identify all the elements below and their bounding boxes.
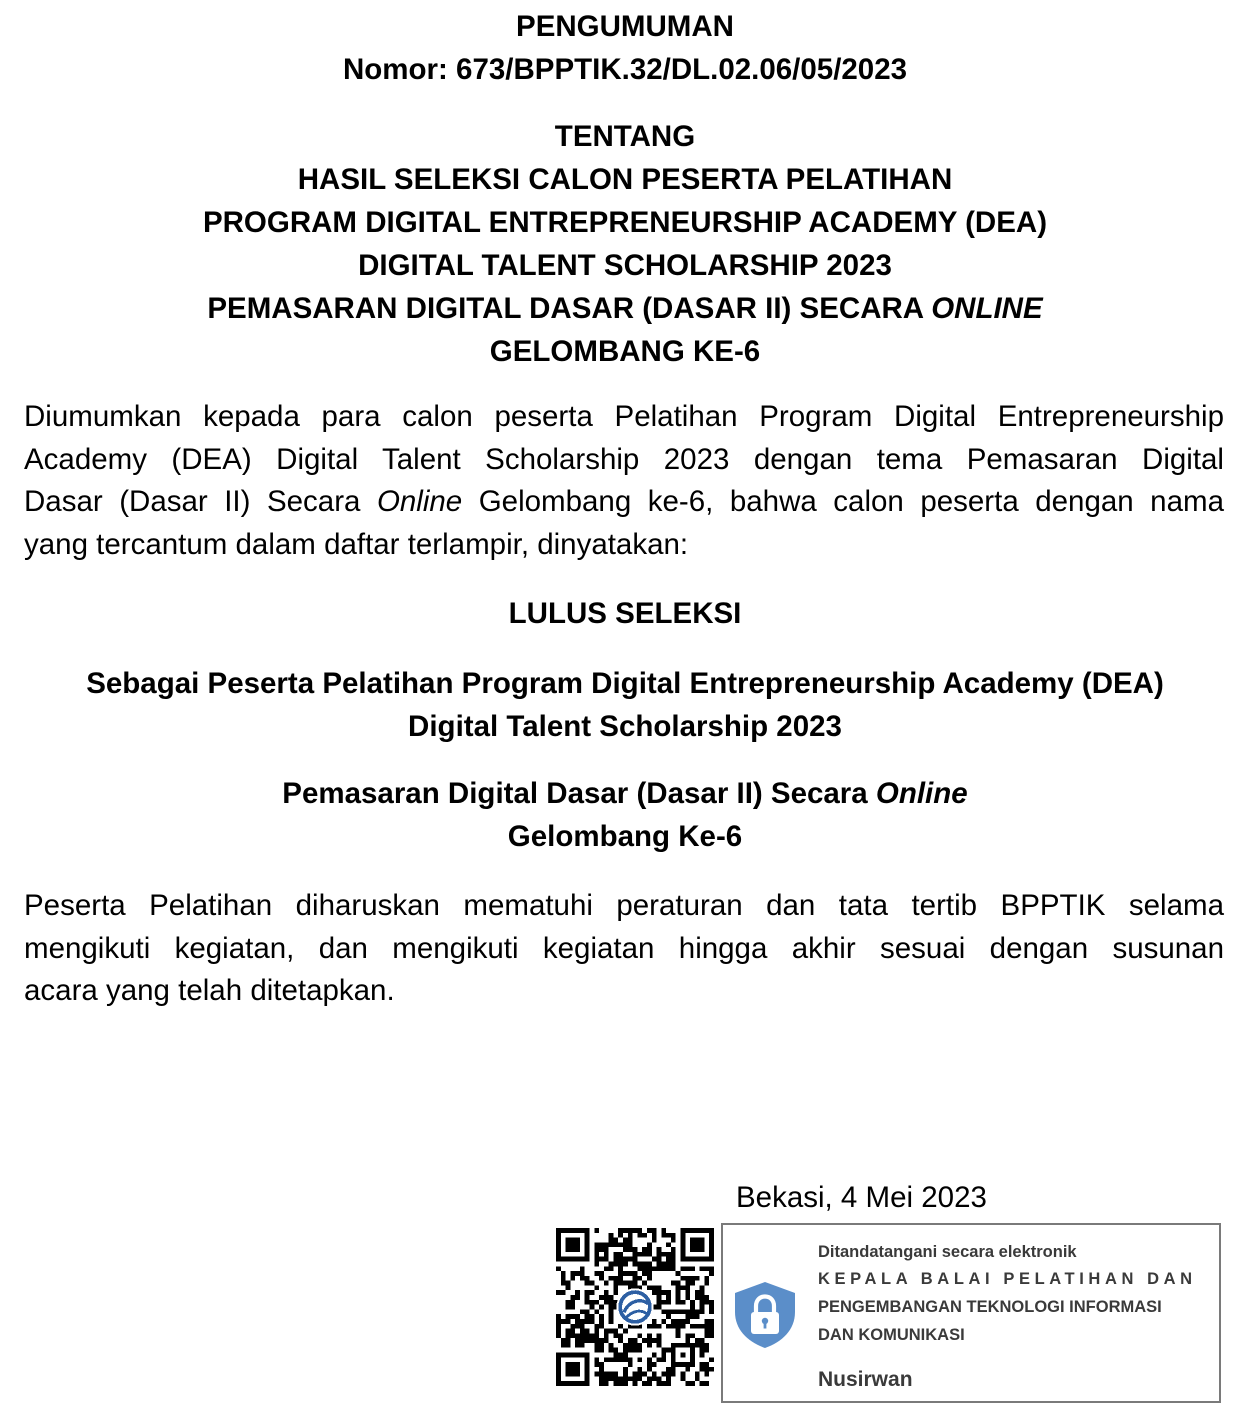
intro-line-1: Diumumkan kepada para calon peserta Pelatihan Program Digital Entrepreneurship (24, 400, 1224, 433)
result-theme-italic: Online (875, 777, 968, 810)
signature-text (818, 1239, 1218, 1349)
result-theme-text: Pemasaran Digital Dasar (Dasar II) Secara (282, 777, 876, 810)
electronic-signature-box (721, 1223, 1221, 1403)
result-program-line-2: Digital Talent Scholarship 2023 (408, 710, 842, 743)
signed-note: Ditandatangani secara elektronik (818, 1243, 1077, 1261)
announcement-title: PENGUMUMAN (516, 10, 734, 43)
qr-code-icon (556, 1228, 714, 1386)
result-program-block (0, 662, 1250, 748)
signer-position-line-1: KEPALA BALAI PELATIHAN DAN (818, 1270, 1197, 1288)
result-wave: Gelombang Ke-6 (507, 820, 743, 853)
announcement-number: Nomor: 673/BPPTIK.32/DL.02.06/05/2023 (342, 53, 908, 86)
signer-name: Nusirwan (818, 1368, 913, 1391)
intro-line-2: Academy (DEA) Digital Talent Scholarship 2023 dengan tema Pemasaran Digital (24, 442, 1224, 476)
result-theme (0, 772, 1250, 815)
shield-lock-icon (729, 1279, 801, 1351)
announcement-header (0, 5, 1250, 91)
result-theme-block (0, 772, 1250, 858)
subject-line-4-italic: ONLINE (931, 292, 1043, 325)
result-status-block (0, 592, 1250, 635)
place-date: Bekasi, 4 Mei 2023 (736, 1181, 987, 1214)
intro-line-4: yang tercantum dalam daftar terlampir, dinyatakan: (24, 527, 689, 561)
signer-position-line-3: DAN KOMUNIKASI (818, 1326, 965, 1344)
rules-paragraph (24, 885, 1224, 1013)
subject-line-2: PROGRAM DIGITAL ENTREPRENEURSHIP ACADEMY (DEA) (202, 206, 1048, 239)
rules-line-2: mengikuti kegiatan, dan mengikuti kegiatan hingga akhir sesuai dengan susunan (24, 931, 1224, 965)
subject-line-4 (0, 287, 1250, 330)
subject-about: TENTANG (554, 120, 696, 153)
subject-line-1: HASIL SELEKSI CALON PESERTA PELATIHAN (297, 163, 953, 196)
intro-paragraph (24, 396, 1224, 566)
intro-line-3-prefix: Dasar (Dasar II) Secara (24, 485, 377, 518)
subject-line-5: GELOMBANG KE-6 (489, 335, 761, 368)
result-program-line-1: Sebagai Peserta Pelatihan Program Digital Entrepreneurship Academy (DEA) (86, 667, 1164, 700)
rules-line-3: acara yang telah ditetapkan. (24, 974, 395, 1007)
intro-line-3 (24, 481, 1224, 524)
subject-line-3: DIGITAL TALENT SCHOLARSHIP 2023 (358, 249, 892, 282)
intro-line-3-italic: Online (376, 485, 463, 518)
announcement-subject (0, 115, 1250, 373)
signer-position-line-2: PENGEMBANGAN TEKNOLOGI INFORMASI (818, 1298, 1162, 1316)
result-status: LULUS SELEKSI (508, 597, 742, 630)
subject-line-4-text: PEMASARAN DIGITAL DASAR (DASAR II) SECARA (207, 292, 932, 325)
intro-line-3-suffix: Gelombang ke-6, bahwa calon peserta dengan nama (462, 485, 1224, 518)
rules-line-1: Peserta Pelatihan diharuskan mematuhi peraturan dan tata tertib BPPTIK selama (24, 889, 1224, 922)
